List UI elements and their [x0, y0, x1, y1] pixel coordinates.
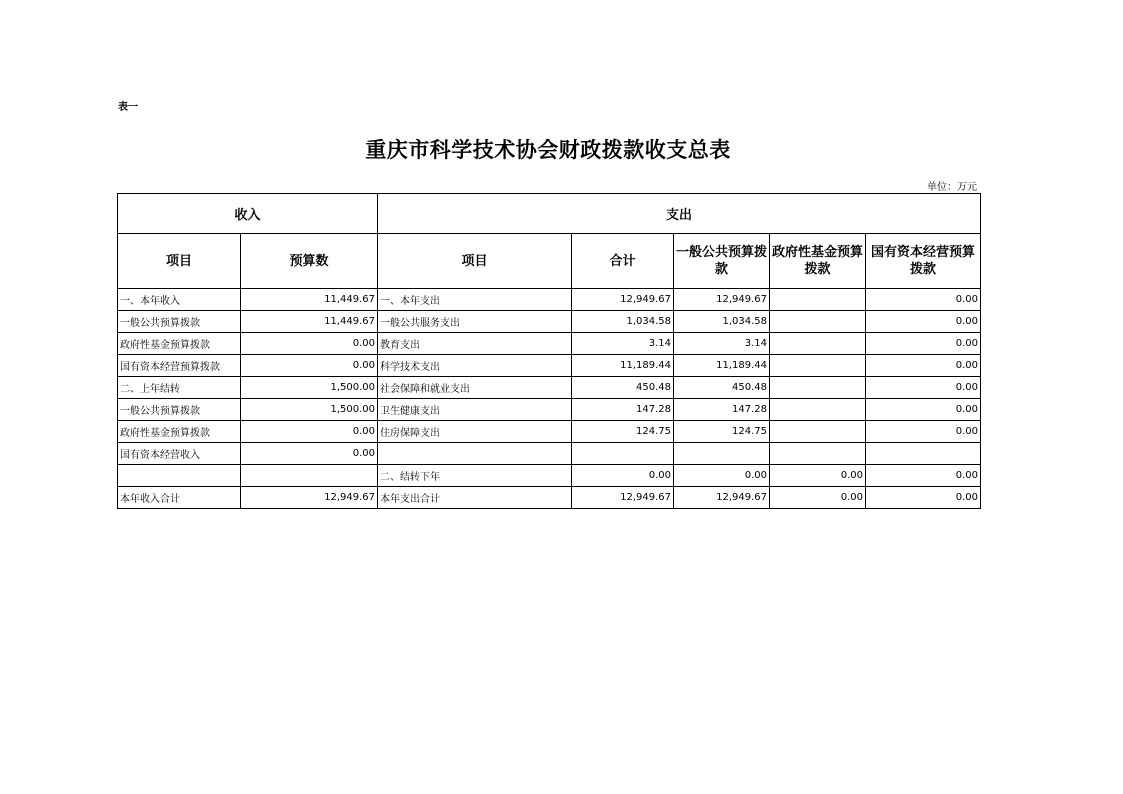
gov-fund-cell	[770, 399, 866, 421]
income-amount-cell: 0.00	[241, 443, 378, 465]
budget-table	[117, 193, 981, 509]
page-title: 重庆市科学技术协会财政拨款收支总表	[365, 138, 731, 162]
general-budget-cell: 450.48	[674, 377, 770, 399]
general-budget-cell: 1,034.58	[674, 311, 770, 333]
gov-fund-cell	[770, 355, 866, 377]
table-row	[118, 333, 981, 355]
gov-fund-cell	[770, 333, 866, 355]
income-amount-cell: 11,449.67	[241, 311, 378, 333]
unit-label: 单位：万元	[927, 182, 977, 193]
income-item-cell: 本年收入合计	[118, 487, 241, 509]
income-amount-cell: 0.00	[241, 333, 378, 355]
state-capital-cell: 0.00	[866, 377, 981, 399]
income-amount-cell: 12,949.67	[241, 487, 378, 509]
income-item-cell	[118, 465, 241, 487]
total-cell	[572, 443, 674, 465]
state-capital-cell	[866, 443, 981, 465]
total-cell: 12,949.67	[572, 487, 674, 509]
expense-item-cell: 卫生健康支出	[378, 399, 572, 421]
gov-fund-cell	[770, 377, 866, 399]
table-label: 表一	[118, 102, 138, 113]
income-item-header: 项目	[118, 234, 241, 289]
gov-fund-cell: 0.00	[770, 487, 866, 509]
expense-header: 支出	[378, 194, 981, 234]
table-row	[118, 289, 981, 311]
general-budget-cell	[674, 443, 770, 465]
general-budget-header: 一般公共预算拨款	[674, 234, 770, 289]
table-row	[118, 355, 981, 377]
total-cell: 3.14	[572, 333, 674, 355]
state-capital-cell: 0.00	[866, 333, 981, 355]
state-capital-cell: 0.00	[866, 487, 981, 509]
table-row	[118, 487, 981, 509]
table-row	[118, 465, 981, 487]
income-amount-cell: 11,449.67	[241, 289, 378, 311]
gov-fund-cell	[770, 421, 866, 443]
gov-fund-header: 政府性基金预算拨款	[770, 234, 866, 289]
expense-item-cell: 科学技术支出	[378, 355, 572, 377]
income-item-cell: 一、本年收入	[118, 289, 241, 311]
general-budget-cell: 0.00	[674, 465, 770, 487]
total-cell: 1,034.58	[572, 311, 674, 333]
header-row-2	[118, 234, 981, 289]
expense-item-header: 项目	[378, 234, 572, 289]
general-budget-cell: 12,949.67	[674, 487, 770, 509]
income-item-cell: 一般公共预算拨款	[118, 399, 241, 421]
state-capital-cell: 0.00	[866, 399, 981, 421]
gov-fund-cell	[770, 289, 866, 311]
general-budget-cell: 147.28	[674, 399, 770, 421]
general-budget-cell: 12,949.67	[674, 289, 770, 311]
total-cell: 147.28	[572, 399, 674, 421]
expense-item-cell: 一、本年支出	[378, 289, 572, 311]
expense-item-cell: 教育支出	[378, 333, 572, 355]
expense-item-cell: 二、结转下年	[378, 465, 572, 487]
total-cell: 11,189.44	[572, 355, 674, 377]
income-budget-header: 预算数	[241, 234, 378, 289]
table-row	[118, 421, 981, 443]
state-capital-cell: 0.00	[866, 289, 981, 311]
state-capital-header: 国有资本经营预算拨款	[866, 234, 981, 289]
gov-fund-cell	[770, 443, 866, 465]
income-item-cell: 国有资本经营预算拨款	[118, 355, 241, 377]
expense-item-cell: 本年支出合计	[378, 487, 572, 509]
income-item-cell: 二、上年结转	[118, 377, 241, 399]
table-row	[118, 399, 981, 421]
expense-item-cell: 一般公共服务支出	[378, 311, 572, 333]
total-cell: 450.48	[572, 377, 674, 399]
total-cell: 0.00	[572, 465, 674, 487]
income-amount-cell: 0.00	[241, 421, 378, 443]
gov-fund-cell: 0.00	[770, 465, 866, 487]
state-capital-cell: 0.00	[866, 355, 981, 377]
expense-item-cell: 住房保障支出	[378, 421, 572, 443]
expense-item-cell	[378, 443, 572, 465]
income-amount-cell: 1,500.00	[241, 377, 378, 399]
header-row-1	[118, 194, 981, 234]
income-item-cell: 国有资本经营收入	[118, 443, 241, 465]
state-capital-cell: 0.00	[866, 311, 981, 333]
income-header: 收入	[118, 194, 378, 234]
state-capital-cell: 0.00	[866, 465, 981, 487]
table-row	[118, 443, 981, 465]
state-capital-cell: 0.00	[866, 421, 981, 443]
income-amount-cell: 1,500.00	[241, 399, 378, 421]
general-budget-cell: 11,189.44	[674, 355, 770, 377]
income-item-cell: 政府性基金预算拨款	[118, 421, 241, 443]
income-amount-cell: 0.00	[241, 355, 378, 377]
total-cell: 124.75	[572, 421, 674, 443]
total-header: 合计	[572, 234, 674, 289]
table-row	[118, 311, 981, 333]
gov-fund-cell	[770, 311, 866, 333]
income-amount-cell	[241, 465, 378, 487]
general-budget-cell: 124.75	[674, 421, 770, 443]
total-cell: 12,949.67	[572, 289, 674, 311]
income-item-cell: 政府性基金预算拨款	[118, 333, 241, 355]
table-row	[118, 377, 981, 399]
income-item-cell: 一般公共预算拨款	[118, 311, 241, 333]
expense-item-cell: 社会保障和就业支出	[378, 377, 572, 399]
general-budget-cell: 3.14	[674, 333, 770, 355]
